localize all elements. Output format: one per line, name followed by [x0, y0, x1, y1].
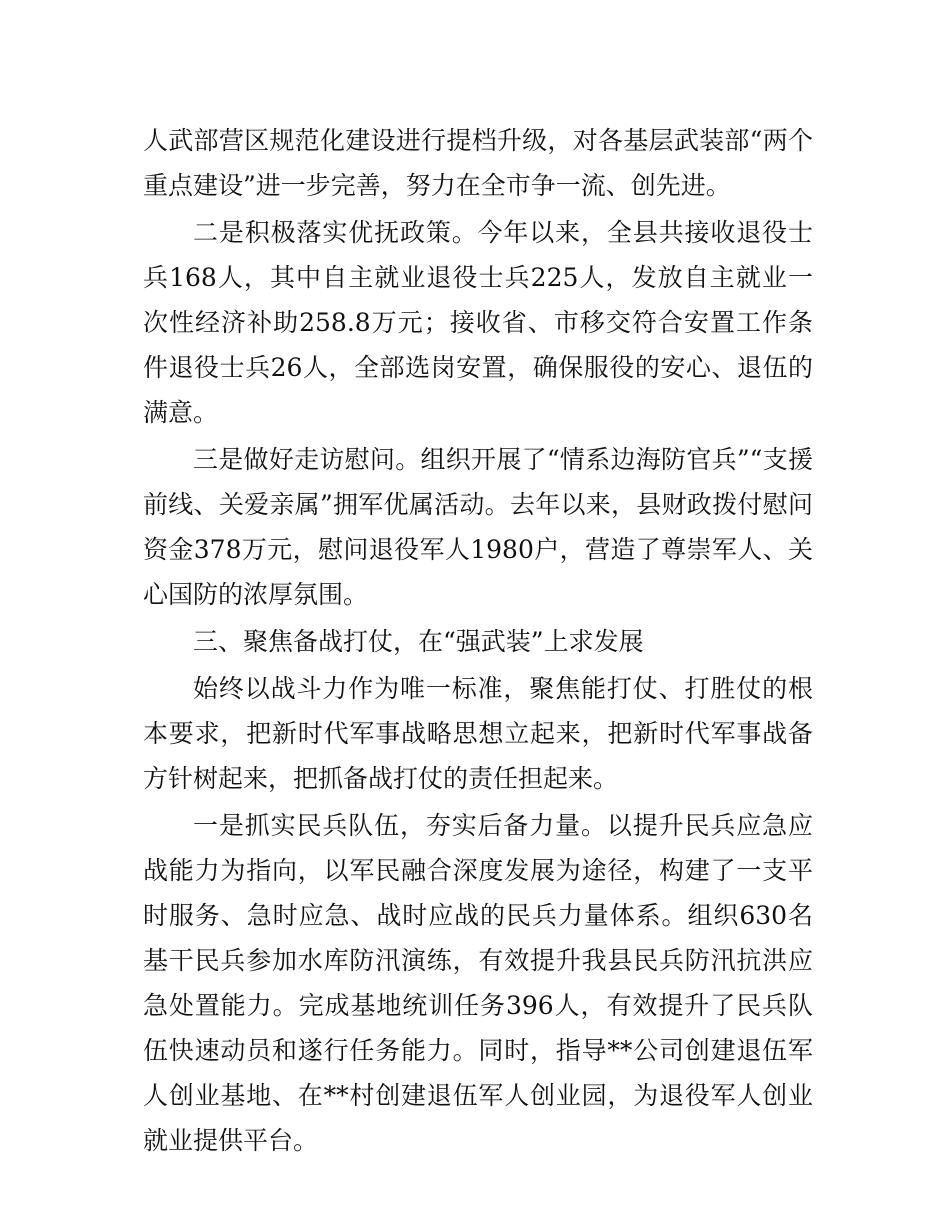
document-page: [143, 118, 813, 1163]
section-heading: 三、聚焦备战打仗，在“强武装”上求发展: [193, 627, 644, 656]
paragraph-3: 三是做好走访慰问。组织开展了“情系边海防官兵”“支援前线、关爱亲属”拥军优属活动。去年以来，县财政拨付慰问资金378万元，慰问退役军人1980户，营造了尊崇军人、关心国防的浓厚氛围。: [143, 445, 813, 609]
paragraph-1: 人武部营区规范化建设进行提档升级，对各基层武装部“两个重点建设”进一步完善，努力在全市争一流、创先进。: [143, 126, 813, 200]
paragraph-2: 二是积极落实优抚政策。今年以来，全县共接收退役士兵168人，其中自主就业退役士兵225人，发放自主就业一次性经济补助258.8万元；接收省、市移交符合安置工作条件退役士兵26人，全部选岗安置，确保服役的安心、退伍的满意。: [143, 218, 813, 427]
paragraph-5: 始终以战斗力作为唯一标准，聚焦能打仗、打胜仗的根本要求，把新时代军事战略思想立起来，把新时代军事战备方针树起来，把抓备战打仗的责任担起来。: [143, 674, 813, 793]
paragraph-6: 一是抓实民兵队伍，夯实后备力量。以提升民兵应急应战能力为指向，以军民融合深度发展为途径，构建了一支平时服务、急时应急、战时应战的民兵力量体系。组织630名基干民兵参加水库防汛演练，有效提升我县民兵防汛抗洪应急处置能力。完成基地统训任务396人，有效提升了民兵队伍快速动员和遂行任务能力。同时，指导**公司创建退伍军人创业基地、在**村创建退伍军人创业园，为退役军人创业就业提供平台。: [143, 811, 813, 1155]
